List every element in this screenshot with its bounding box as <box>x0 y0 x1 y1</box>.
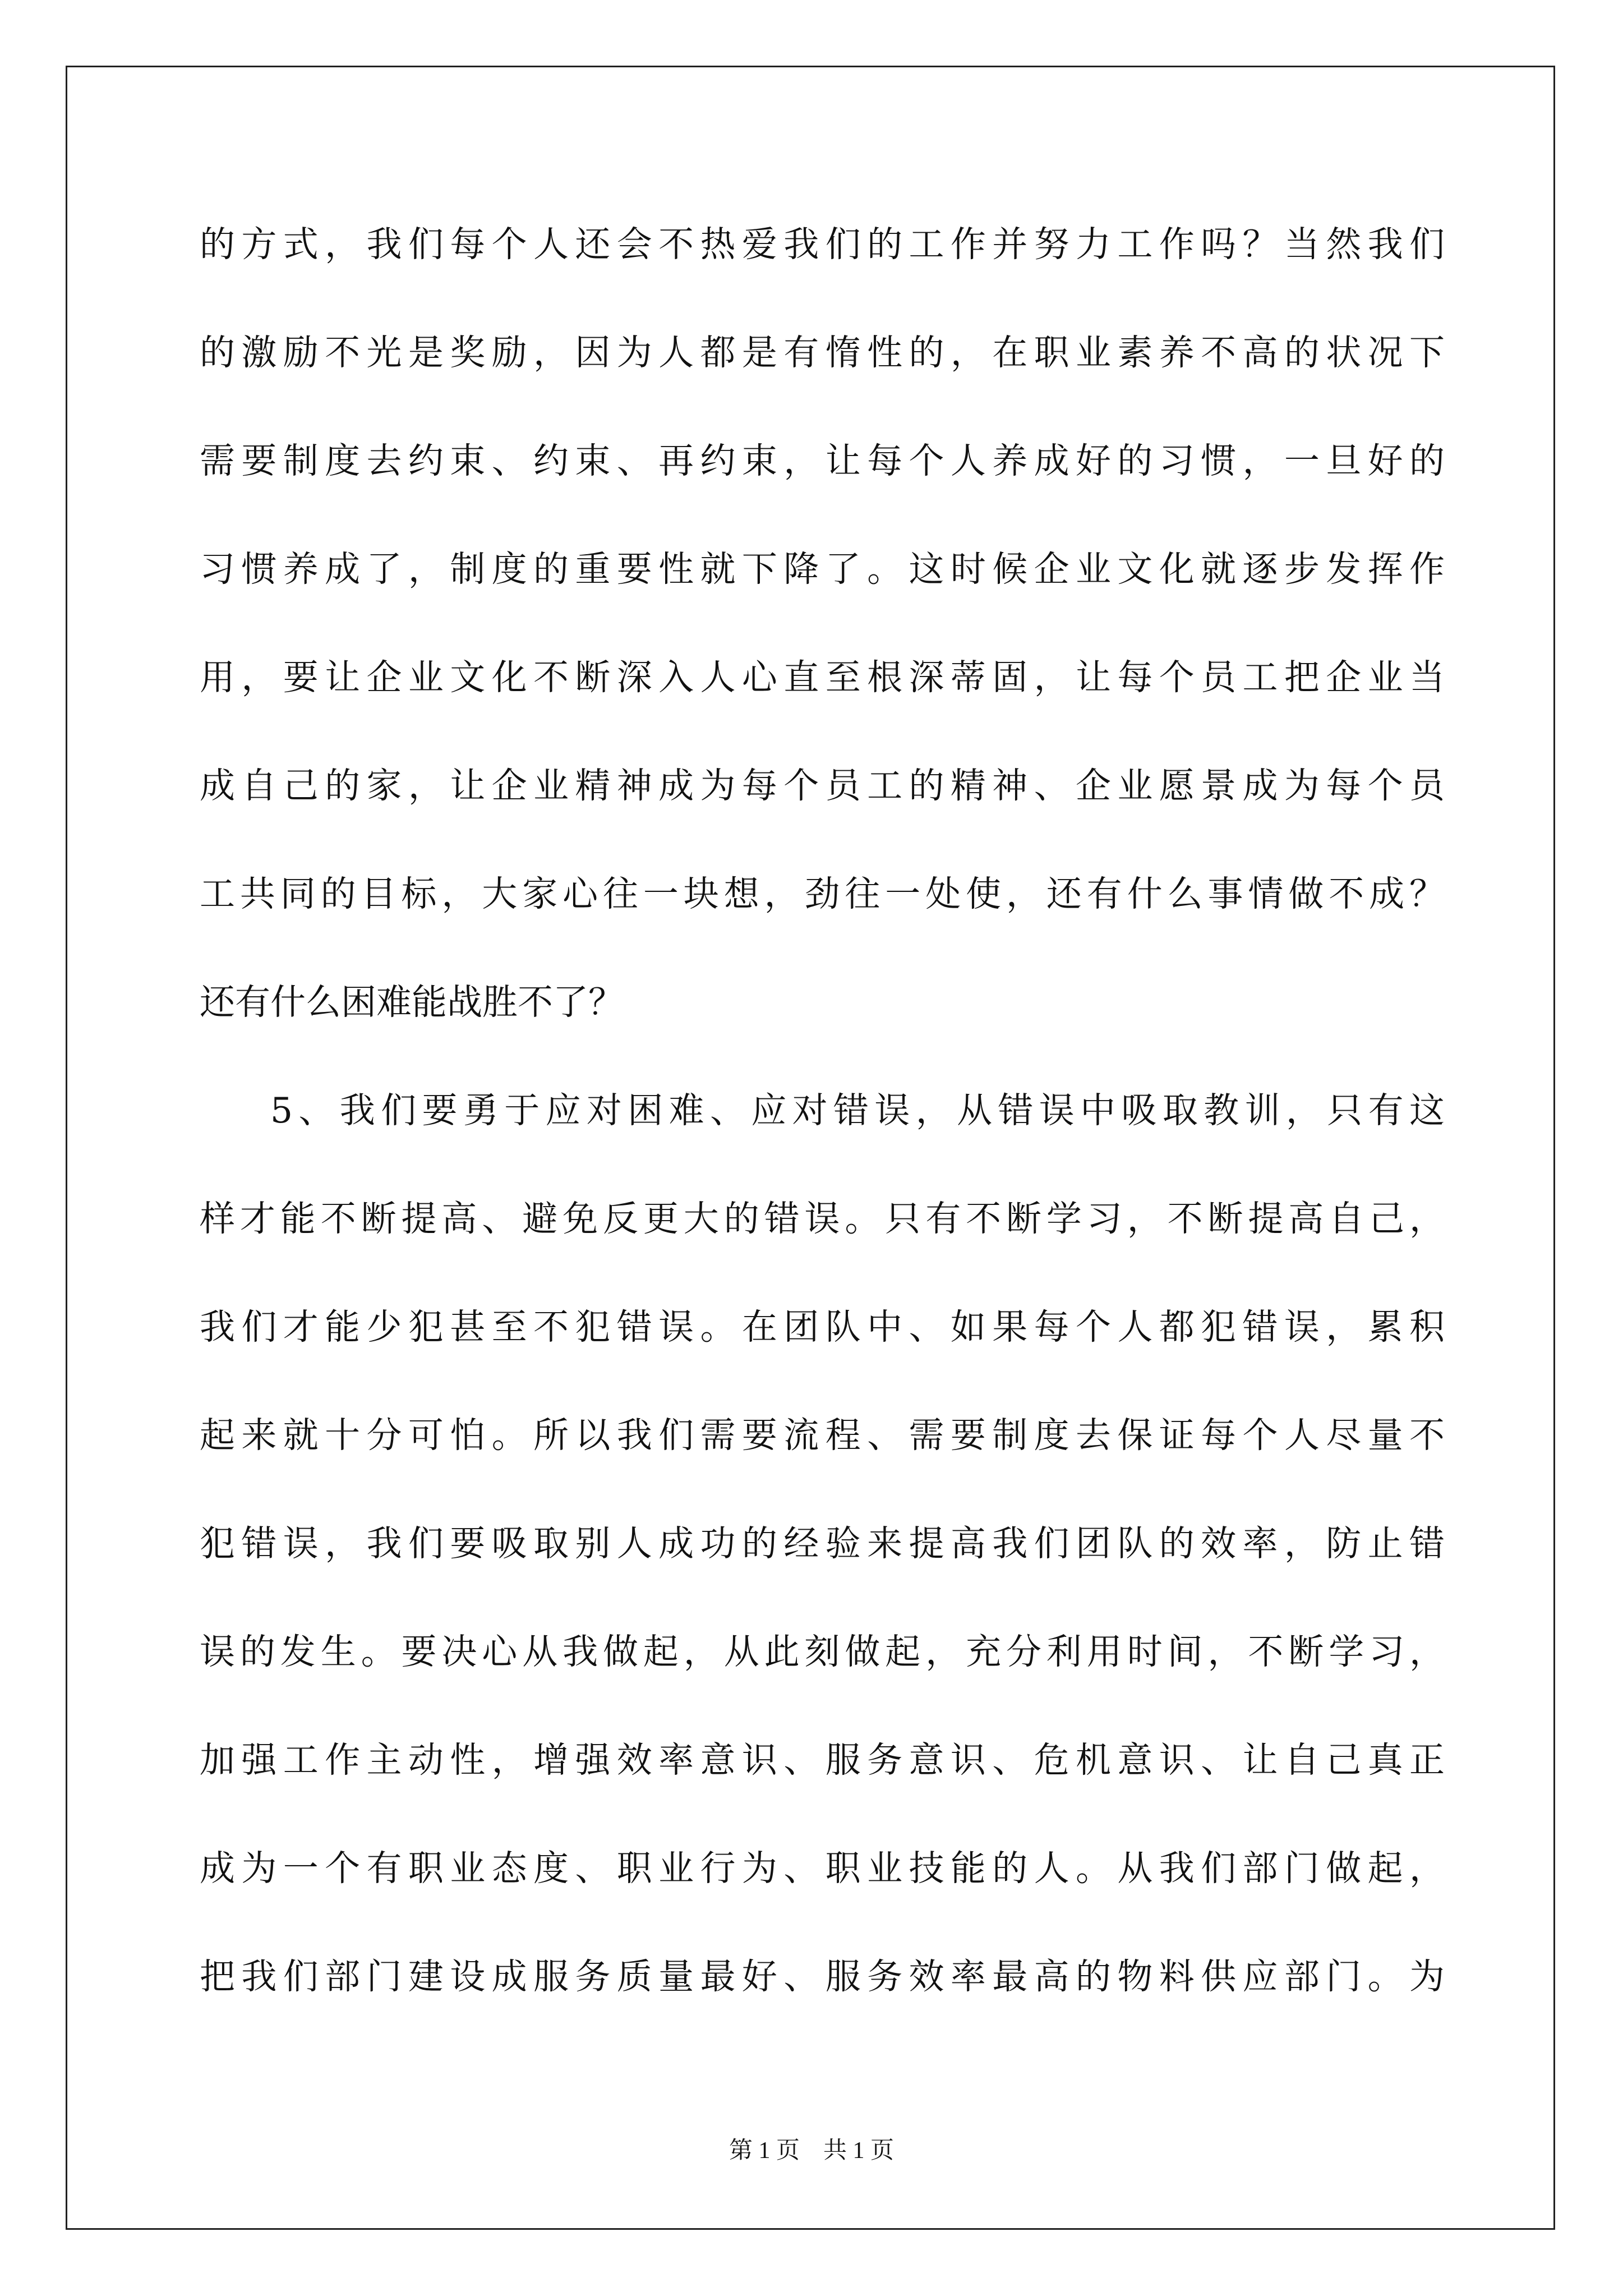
text-line: 我们才能少犯甚至不犯错误。在团队中、如果每个人都犯错误，累积 <box>200 1306 1445 1347</box>
text-line: 工共同的目标，大家心往一块想，劲往一处使，还有什么事情做不成？ <box>200 873 1445 914</box>
text-line: 加强工作主动性，增强效率意识、服务意识、危机意识、让自己真正 <box>200 1740 1445 1780</box>
text-line: 的激励不光是奖励，因为人都是有惰性的，在职业素养不高的状况下 <box>200 332 1445 373</box>
text-line: 样才能不断提高、避免反更大的错误。只有不断学习，不断提高自己， <box>200 1198 1445 1239</box>
text-line: 成为一个有职业态度、职业行为、职业技能的人。从我们部门做起， <box>200 1848 1445 1889</box>
paragraph-start-line: 5、我们要勇于应对困难、应对错误，从错误中吸取教训，只有这 <box>270 1090 1445 1131</box>
text-line: 把我们部门建设成服务质量最好、服务效率最高的物料供应部门。为 <box>200 1956 1445 1997</box>
text-line: 用，要让企业文化不断深入人心直至根深蒂固，让每个员工把企业当 <box>200 657 1445 698</box>
text-line: 误的发生。要决心从我做起，从此刻做起，充分利用时间，不断学习， <box>200 1631 1445 1672</box>
text-line: 的方式，我们每个人还会不热爱我们的工作并努力工作吗？当然我们 <box>200 224 1445 265</box>
text-line: 需要制度去约束、约束、再约束，让每个人养成好的习惯，一旦好的 <box>200 440 1445 481</box>
document-body <box>200 216 1445 2056</box>
paragraph-end-line: 还有什么困难能战胜不了？ <box>200 982 624 1023</box>
page-number-footer: 第 1 页 共 1 页 <box>728 2138 894 2164</box>
text-line: 习惯养成了，制度的重要性就下降了。这时候企业文化就逐步发挥作 <box>200 549 1445 590</box>
text-line: 犯错误，我们要吸取别人成功的经验来提高我们团队的效率，防止错 <box>200 1523 1445 1564</box>
text-line: 起来就十分可怕。所以我们需要流程、需要制度去保证每个人尽量不 <box>200 1415 1445 1456</box>
text-line: 成自己的家，让企业精神成为每个员工的精神、企业愿景成为每个员 <box>200 765 1445 806</box>
